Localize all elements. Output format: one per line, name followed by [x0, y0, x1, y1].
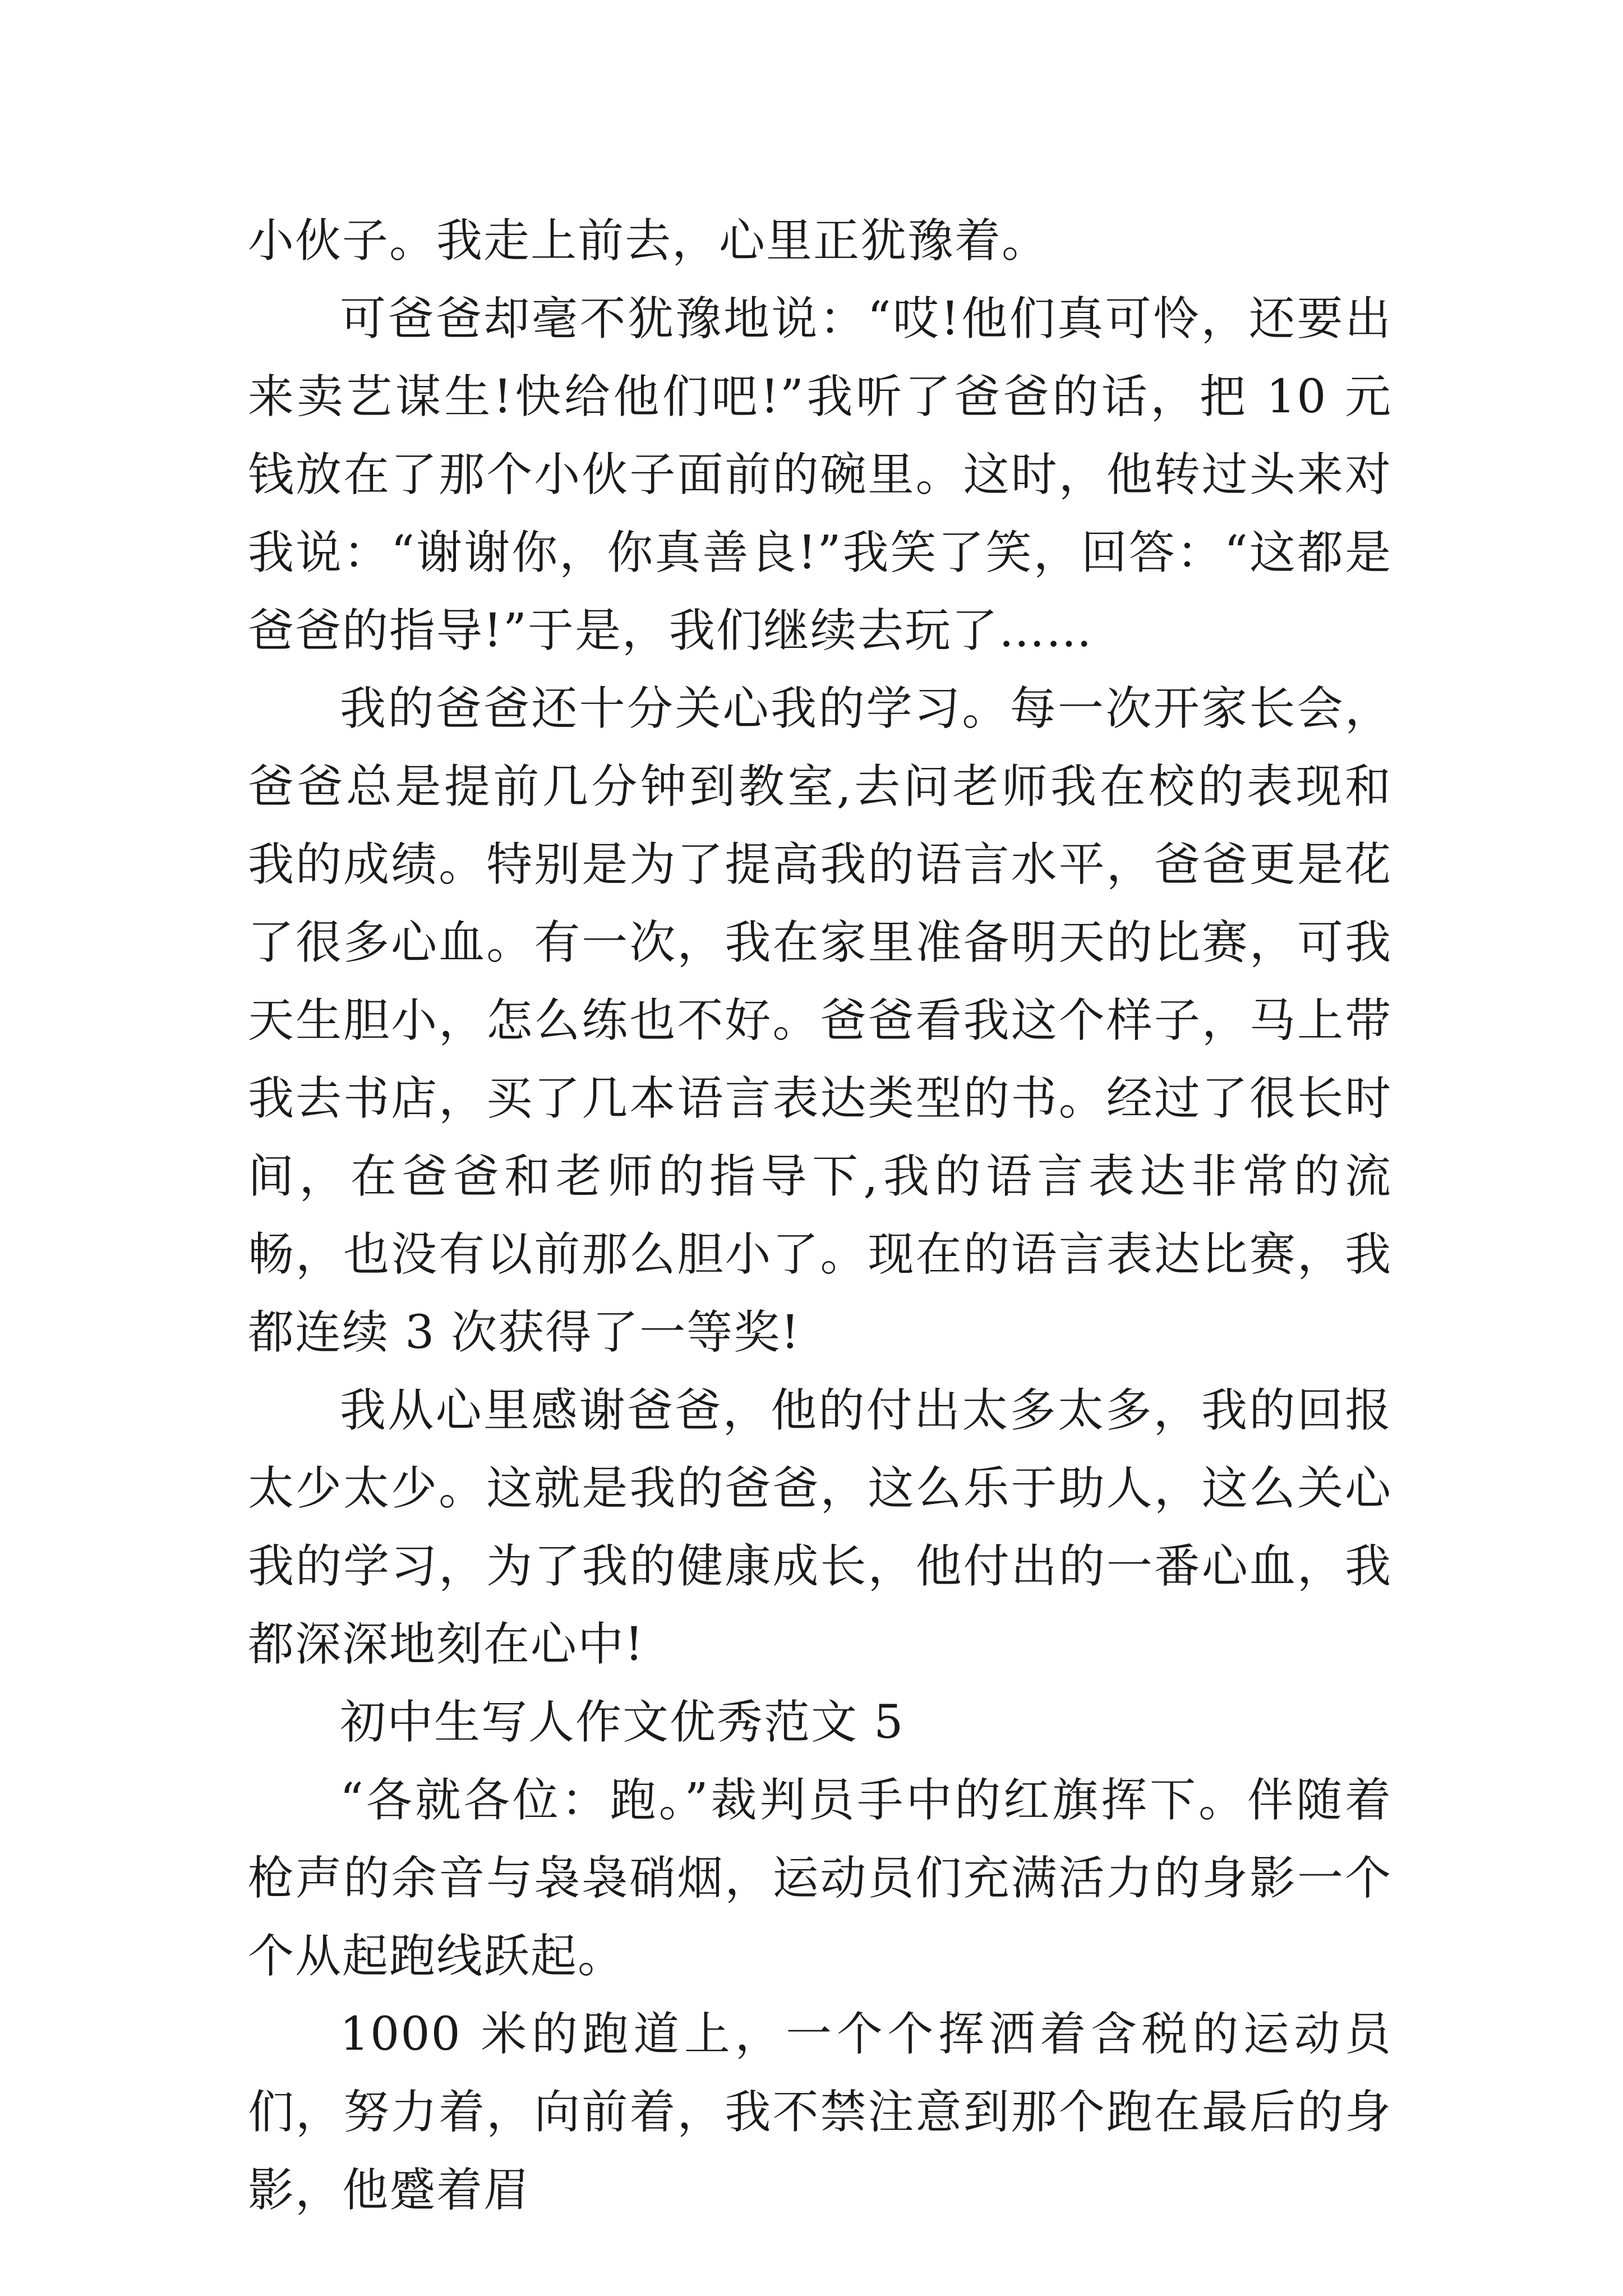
paragraph-4: 我从心里感谢爸爸，他的付出太多太多，我的回报太少太少。这就是我的爸爸，这么乐于助人，这么关心我的学习，为了我的健康成长，他付出的一番心血，我都深深地刻在心中!: [248, 1384, 1392, 1671]
paragraph-6: 1000 米的跑道上，一个个挥洒着含税的运动员们，努力着，向前着，我不禁注意到那个跑在最后的身影，他蹙着眉: [248, 2008, 1392, 2217]
paragraph-2: 可爸爸却毫不犹豫地说：“哎!他们真可怜，还要出来卖艺谋生!快给他们吧!”我听了爸爸的话，把 10 元钱放在了那个小伙子面前的碗里。这时，他转过头来对我说：“谢谢你，你真善良!”我笑了笑，回答：“这都是爸爸的指导!”于是，我们继续去玩了……: [248, 292, 1392, 657]
paragraph-1: 小伙子。我走上前去，心里正犹豫着。: [248, 214, 1049, 268]
section-title: 初中生写人作文优秀范文 5: [340, 1696, 905, 1749]
paragraph-3: 我的爸爸还十分关心我的学习。每一次开家长会，爸爸总是提前几分钟到教室,去问老师我在校的表现和我的成绩。特别是为了提高我的语言水平，爸爸更是花了很多心血。有一次，我在家里准备明天的比赛，可我天生胆小，怎么练也不好。爸爸看我这个样子，马上带我去书店，买了几本语言表达类型的书。经过了很长时间，在爸爸和老师的指导下,我的语言表达非常的流畅，也没有以前那么胆小了。现在的语言表达比赛，我都连续 3 次获得了一等奖!: [248, 682, 1392, 1359]
paragraph-5: “各就各位：跑。”裁判员手中的红旗挥下。伴随着枪声的余音与袅袅硝烟，运动员们充满活力的身影一个个从起跑线跃起。: [248, 1774, 1392, 1983]
document-body: [248, 202, 1392, 2229]
